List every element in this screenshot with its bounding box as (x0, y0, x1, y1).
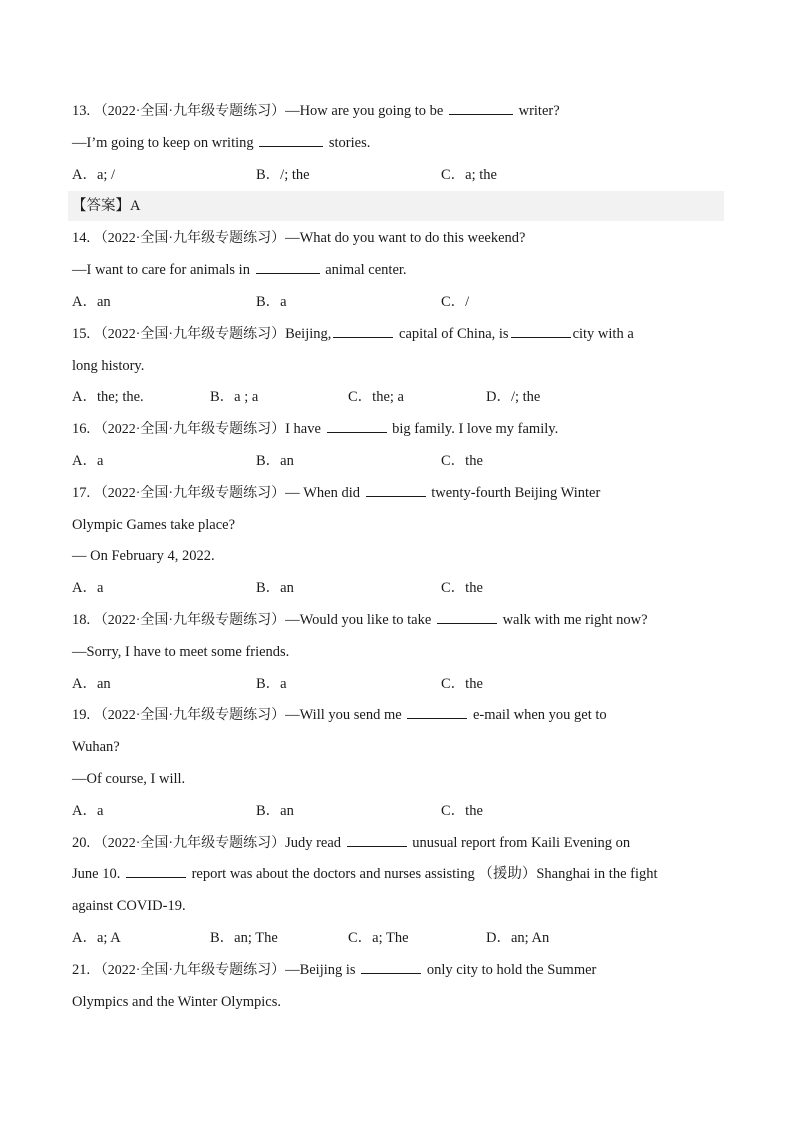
question-number: 15. (72, 326, 91, 342)
question-21-line-1 (72, 958, 724, 982)
answer-blank[interactable] (366, 481, 426, 497)
question-source: （2022·全国·九年级专题练习） (93, 422, 286, 437)
question-text: walk with me right now? (502, 612, 648, 628)
option-b[interactable]: B．/; the (256, 167, 310, 183)
question-19-line-1 (72, 703, 724, 727)
question-20-options (72, 926, 724, 950)
question-text: only city to hold the Summer (426, 962, 597, 978)
question-17-line-1 (72, 481, 724, 505)
question-source: （2022·全国·九年级专题练习） (93, 486, 286, 501)
question-text: against COVID-19. (72, 898, 186, 914)
question-text: Judy read (285, 835, 342, 851)
question-15-line-2 (72, 354, 724, 378)
option-a[interactable]: A．the; the. (72, 389, 144, 405)
option-c[interactable]: C．a; The (348, 930, 409, 946)
question-13-options (72, 163, 724, 187)
answer-blank[interactable] (437, 608, 497, 624)
answer-blank[interactable] (449, 99, 513, 115)
question-20-line-1 (72, 831, 724, 855)
option-c[interactable]: C．the (441, 580, 483, 596)
question-source: （2022·全国·九年级专题练习） (93, 327, 286, 342)
question-15-options (72, 385, 724, 409)
question-text: —I’m going to keep on writing (72, 135, 254, 151)
option-a[interactable]: A．an (72, 676, 111, 692)
question-source: （2022·全国·九年级专题练习） (93, 231, 286, 246)
question-19-options (72, 799, 724, 823)
option-c[interactable]: C．the (441, 803, 483, 819)
option-b[interactable]: B．an (256, 453, 294, 469)
question-15-line-1 (72, 322, 724, 346)
question-source: （2022·全国·九年级专题练习） (93, 104, 286, 119)
answer-text: 【答案】A (72, 198, 141, 214)
question-number: 19. (72, 707, 91, 723)
answer-blank[interactable] (126, 862, 186, 878)
option-a[interactable]: A．an (72, 294, 111, 310)
question-number: 16. (72, 421, 91, 437)
question-number: 18. (72, 612, 91, 628)
question-20-line-3 (72, 894, 724, 918)
question-text: long history. (72, 358, 145, 374)
option-b[interactable]: B．an (256, 803, 294, 819)
question-14-options (72, 290, 724, 314)
question-18-line-1 (72, 608, 724, 632)
option-c[interactable]: C．the (441, 676, 483, 692)
answer-blank[interactable] (333, 322, 393, 338)
question-text: writer? (518, 103, 560, 119)
question-text: capital of China, is (399, 326, 509, 342)
question-13-line-2 (72, 131, 724, 155)
question-number: 13. (72, 103, 91, 119)
question-16-options (72, 449, 724, 473)
question-number: 14. (72, 230, 91, 246)
question-text: —Beijing is (285, 962, 356, 978)
option-d[interactable]: D．/; the (486, 389, 541, 405)
question-text: —What do you want to do this weekend? (285, 230, 526, 246)
question-text: June 10. (72, 866, 121, 882)
question-number: 21. (72, 962, 91, 978)
option-b[interactable]: B．an; The (210, 930, 278, 946)
question-14-line-1 (72, 226, 724, 250)
option-c[interactable]: C．the (441, 453, 483, 469)
option-a[interactable]: A．a (72, 580, 104, 596)
question-text: —How are you going to be (285, 103, 444, 119)
question-text: — When did (285, 485, 360, 501)
question-13-line-1 (72, 99, 724, 123)
option-b[interactable]: B．an (256, 580, 294, 596)
question-text: twenty-fourth Beijing Winter (431, 485, 601, 501)
question-19-line-3 (72, 767, 724, 791)
question-17-line-2 (72, 513, 724, 537)
question-text: Olympic Games take place? (72, 517, 236, 533)
question-text: stories. (328, 135, 371, 151)
question-20-line-2 (72, 862, 724, 886)
question-text: animal center. (325, 262, 407, 278)
question-text: e-mail when you get to (472, 707, 607, 723)
question-text: —Sorry, I have to meet some friends. (72, 644, 290, 660)
question-text: unusual report from Kaili Evening on (412, 835, 631, 851)
question-17-line-3 (72, 544, 724, 568)
question-source: （2022·全国·九年级专题练习） (93, 708, 286, 723)
option-b[interactable]: B．a ; a (210, 389, 259, 405)
option-c[interactable]: C．the; a (348, 389, 404, 405)
question-text: —Would you like to take (285, 612, 432, 628)
question-21-line-2 (72, 990, 724, 1014)
question-text: big family. I love my family. (392, 421, 559, 437)
question-text: I have (285, 421, 321, 437)
question-text: Wuhan? (72, 739, 120, 755)
option-a[interactable]: A．a; / (72, 167, 116, 183)
answer-blank[interactable] (511, 322, 571, 338)
option-c[interactable]: C．/ (441, 294, 470, 310)
question-text: city with a (572, 326, 634, 342)
question-text: — On February 4, 2022. (72, 548, 215, 564)
question-14-line-2 (72, 258, 724, 282)
answer-blank[interactable] (259, 131, 323, 147)
option-c[interactable]: C．a; the (441, 167, 497, 183)
option-a[interactable]: A．a (72, 453, 104, 469)
answer-box (68, 191, 724, 221)
question-source: （2022·全国·九年级专题练习） (93, 613, 286, 628)
answer-blank[interactable] (327, 417, 387, 433)
option-a[interactable]: A．a (72, 803, 104, 819)
option-b[interactable]: B．a (256, 294, 287, 310)
question-text: Beijing, (285, 326, 332, 342)
question-18-line-2 (72, 640, 724, 664)
answer-blank[interactable] (347, 831, 407, 847)
answer-blank[interactable] (407, 703, 467, 719)
question-17-options (72, 576, 724, 600)
question-text: —I want to care for animals in (72, 262, 250, 278)
question-source: （2022·全国·九年级专题练习） (93, 836, 286, 851)
question-number: 17. (72, 485, 91, 501)
option-b[interactable]: B．a (256, 676, 287, 692)
question-text: Olympics and the Winter Olympics. (72, 994, 281, 1010)
answer-blank[interactable] (361, 958, 421, 974)
question-source: （2022·全国·九年级专题练习） (93, 963, 286, 978)
question-16-line-1 (72, 417, 724, 441)
option-d[interactable]: D．an; An (486, 930, 550, 946)
question-19-line-2 (72, 735, 724, 759)
question-number: 20. (72, 835, 91, 851)
question-text: report was about the doctors and nurses assisting （援助）Shanghai in the fight (191, 866, 658, 882)
question-text: —Of course, I will. (72, 771, 186, 787)
answer-blank[interactable] (256, 258, 320, 274)
question-18-options (72, 672, 724, 696)
option-a[interactable]: A．a; A (72, 930, 121, 946)
question-text: —Will you send me (285, 707, 402, 723)
